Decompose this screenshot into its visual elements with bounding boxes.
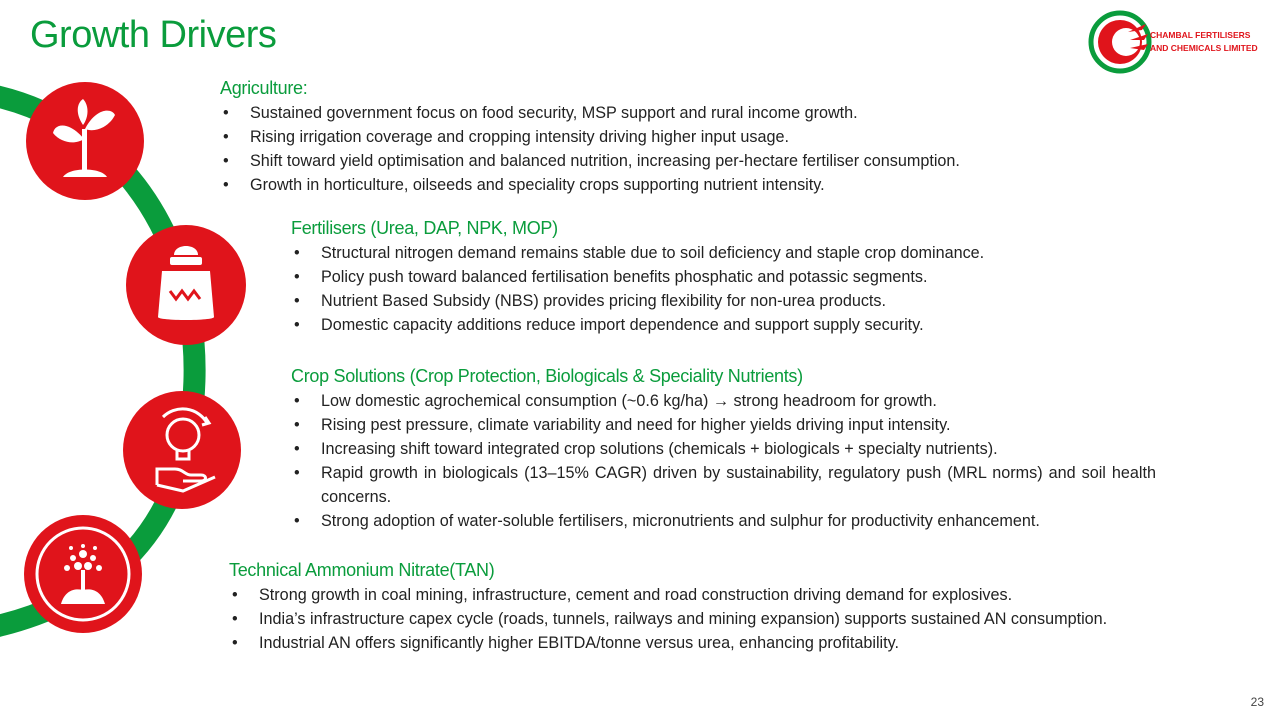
page-title: Growth Drivers xyxy=(30,14,277,56)
chambal-logo-icon xyxy=(1088,10,1152,74)
agriculture-section xyxy=(220,77,960,197)
list-item: • Strong adoption of water-soluble fertilisers, micronutrients and sulphur for productivity enhancement. xyxy=(291,509,1156,533)
list-item: • Low domestic agrochemical consumption (~0.6 kg/ha) → strong headroom for growth. xyxy=(291,389,1156,413)
list-item: • Shift toward yield optimisation and balanced nutrition, increasing per-hectare fertiliser consumption. xyxy=(220,149,960,173)
list-item: • Policy push toward balanced fertilisation benefits phosphatic and potassic segments. xyxy=(291,265,984,289)
list-item: • Rising irrigation coverage and cropping intensity driving higher input usage. xyxy=(220,125,960,149)
crop-solutions-section xyxy=(291,365,1156,533)
section-heading: Technical Ammonium Nitrate(TAN) xyxy=(229,560,495,580)
section-heading: Fertilisers (Urea, DAP, NPK, MOP) xyxy=(291,218,558,238)
page-number: 23 xyxy=(1250,695,1264,709)
list-item: • Sustained government focus on food security, MSP support and rural income growth. xyxy=(220,101,960,125)
section-heading: Crop Solutions (Crop Protection, Biologicals & Speciality Nutrients) xyxy=(291,366,803,386)
logo-text xyxy=(1150,29,1258,55)
list-item: • India’s infrastructure capex cycle (roads, tunnels, railways and mining expansion) supports sustained AN consumption. xyxy=(229,607,1107,631)
list-item: • Structural nitrogen demand remains stable due to soil deficiency and staple crop dominance. xyxy=(291,241,984,265)
list-item: • Strong growth in coal mining, infrastructure, cement and road construction driving demand for explosives. xyxy=(229,583,1107,607)
list-item: • Rapid growth in biologicals (13–15% CAGR) driven by sustainability, regulatory push (MRL norms) and soil health concerns. xyxy=(291,461,1156,509)
list-item: • Increasing shift toward integrated crop solutions (chemicals + biologicals + specialty nutrients). xyxy=(291,437,1156,461)
list-item: • Growth in horticulture, oilseeds and speciality crops supporting nutrient intensity. xyxy=(220,173,960,197)
crop-solutions-icon-circle xyxy=(123,389,241,516)
bullet-list xyxy=(220,101,960,197)
agriculture-icon-circle xyxy=(25,81,145,206)
bullet-list xyxy=(291,389,1156,533)
tan-icon-circle xyxy=(23,512,143,641)
bullet-list xyxy=(229,583,1107,655)
section-heading: Agriculture: xyxy=(220,78,308,98)
list-item: • Domestic capacity additions reduce import dependence and support supply security. xyxy=(291,313,984,337)
list-item: • Nutrient Based Subsidy (NBS) provides pricing flexibility for non-urea products. xyxy=(291,289,984,313)
list-item: • Rising pest pressure, climate variability and need for higher yields driving input intensity. xyxy=(291,413,1156,437)
logo-line-2: AND CHEMICALS LIMITED xyxy=(1150,43,1258,53)
fertiliser-icon-circle xyxy=(126,221,246,354)
tan-section xyxy=(229,559,1107,655)
fertilisers-section xyxy=(291,217,984,337)
bullet-list xyxy=(291,241,984,337)
list-item: • Industrial AN offers significantly higher EBITDA/tonne versus urea, enhancing profitability. xyxy=(229,631,1107,655)
logo-line-1: CHAMBAL FERTILISERS xyxy=(1150,30,1251,40)
